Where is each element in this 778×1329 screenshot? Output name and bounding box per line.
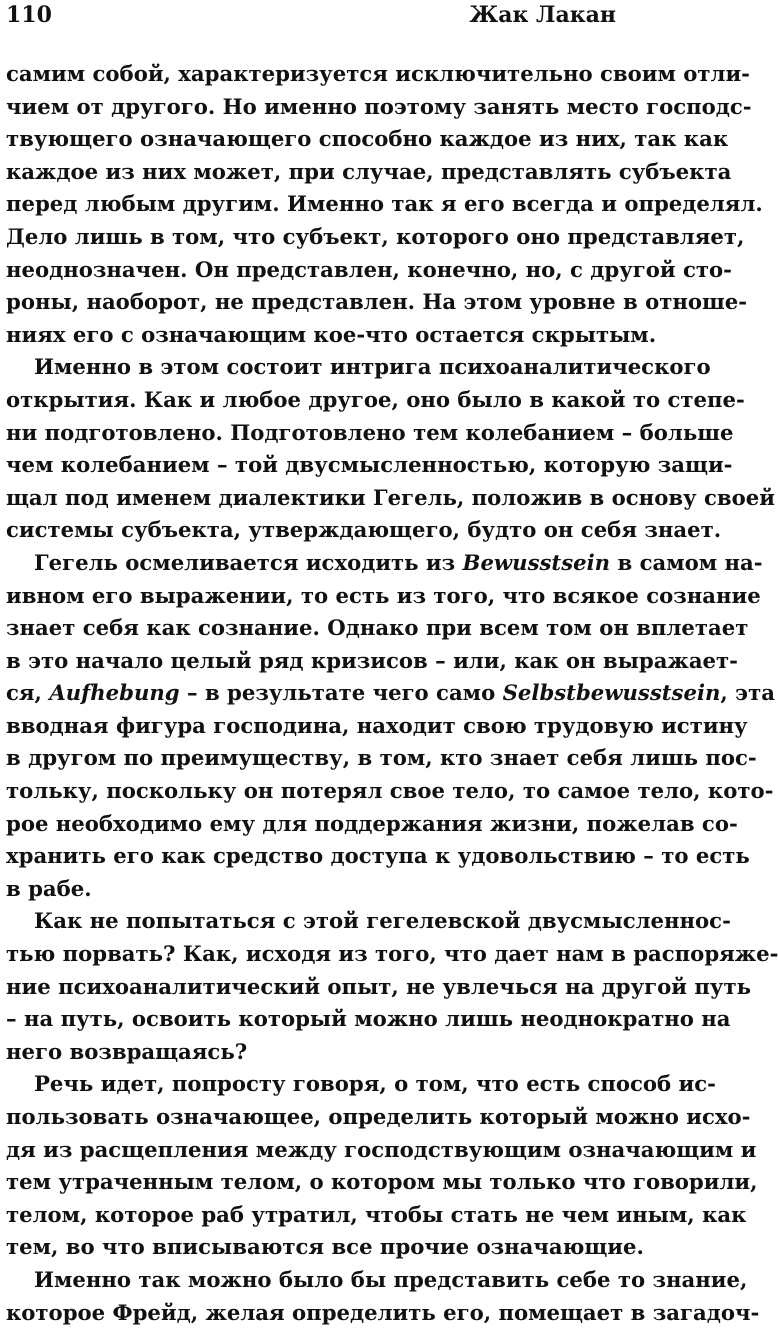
text-line: него возвращаясь?	[6, 1038, 248, 1064]
text-fragment: Гегель осмеливается исходить из	[34, 549, 463, 575]
text-line: – на путь, освоить который можно лишь неоднократно на	[6, 1006, 731, 1032]
text-line: пользовать означающее, определить который можно исхо-	[6, 1104, 751, 1129]
text-line: в рабе.	[6, 875, 92, 901]
italic-term: Selbstbewusstsein	[502, 680, 721, 706]
text-line: в это начало целый ряд кризисов – или, как он выражает-	[6, 647, 738, 673]
text-line: в другом по преимуществу, в том, кто знает себя лишь пос-	[6, 745, 757, 771]
text-line: вводная фигура господина, находит свою трудовую истину	[6, 712, 748, 738]
text-line: Речь идет, попросту говоря, о том, что есть способ ис-	[34, 1071, 716, 1097]
text-line: чием от другого. Но именно поэтому занять место господс-	[6, 93, 752, 119]
text-line: Как не попытаться с этой гегелевской двусмысленнос-	[34, 908, 731, 934]
italic-term: Bewusstsein	[462, 549, 611, 575]
text-line: ни подготовлено. Подготовлено тем колебанием – больше	[6, 419, 734, 445]
text-line: Именно в этом состоит интрига психоаналитического	[34, 354, 711, 380]
text-line: которое Фрейд, желая определить его, помещает в загадоч-	[6, 1299, 760, 1325]
text-line: ние психоаналитический опыт, не увлечься на другой путь	[6, 973, 751, 999]
text-line: рое необходимо ему для поддержания жизни, пожелав со-	[6, 810, 738, 836]
text-line: чем колебанием – той двусмысленностью, которую защи-	[6, 452, 733, 478]
text-line: телом, которое раб утратил, чтобы стать не чем иным, как	[6, 1201, 747, 1227]
text-line: тью порвать? Как, исходя из того, что дает нам в распоряже-	[6, 941, 778, 967]
page-number: 110	[6, 2, 52, 28]
text-line: ивном его выражении, то есть из того, что всякое сознание	[6, 582, 761, 608]
text-line: Дело лишь в том, что субъект, которого оно представляет,	[6, 223, 745, 249]
text-line: хранить его как средство доступа к удовольствию – то есть	[6, 843, 750, 869]
text-line: неоднозначен. Он представлен, конечно, но, с другой сто-	[6, 256, 732, 282]
text-line: самим собой, характеризуется исключительно своим отли-	[6, 61, 750, 86]
text-line: Именно так можно было бы представить себе то знание,	[34, 1266, 748, 1292]
text-line: системы субъекта, утверждающего, будто он себя знает.	[6, 517, 722, 543]
text-line: дя из расщепления между господствующим означающим и	[6, 1136, 757, 1162]
italic-term: Aufhebung	[49, 680, 180, 706]
text-line: открытия. Как и любое другое, оно было в какой то степе-	[6, 386, 745, 412]
text-line: щал под именем диалектики Гегель, положив в основу своей	[6, 484, 775, 510]
body-text	[6, 58, 778, 1329]
text-line: тольку, поскольку он потерял свое тело, то самое тело, кото-	[6, 778, 774, 804]
text-line: твующего означающего способно каждое из них, так как	[6, 126, 729, 152]
text-line: роны, наоборот, не представлен. На этом уровне в отноше-	[6, 289, 748, 315]
text-line: тем, во что вписываются все прочие означающие.	[6, 1234, 644, 1260]
page-header	[0, 0, 620, 36]
text-fragment: , эта	[720, 680, 775, 706]
text-line: тем утраченным телом, о котором мы только что говорили,	[6, 1169, 758, 1195]
text-line	[6, 547, 763, 580]
text-fragment: в самом на-	[610, 549, 763, 575]
text-fragment: ся,	[6, 680, 50, 706]
text-line: каждое из них может, при случае, представлять субъекта	[6, 158, 732, 184]
text-line	[6, 677, 775, 710]
text-line: ниях его с означающим кое-что остается скрытым.	[6, 321, 657, 347]
text-line: знает себя как сознание. Однако при всем том он вплетает	[6, 615, 749, 641]
text-line: перед любым другим. Именно так я его всегда и определял.	[6, 191, 763, 217]
running-head: Жак Лакан	[469, 2, 616, 28]
text-fragment: – в результате чего само	[179, 680, 503, 706]
